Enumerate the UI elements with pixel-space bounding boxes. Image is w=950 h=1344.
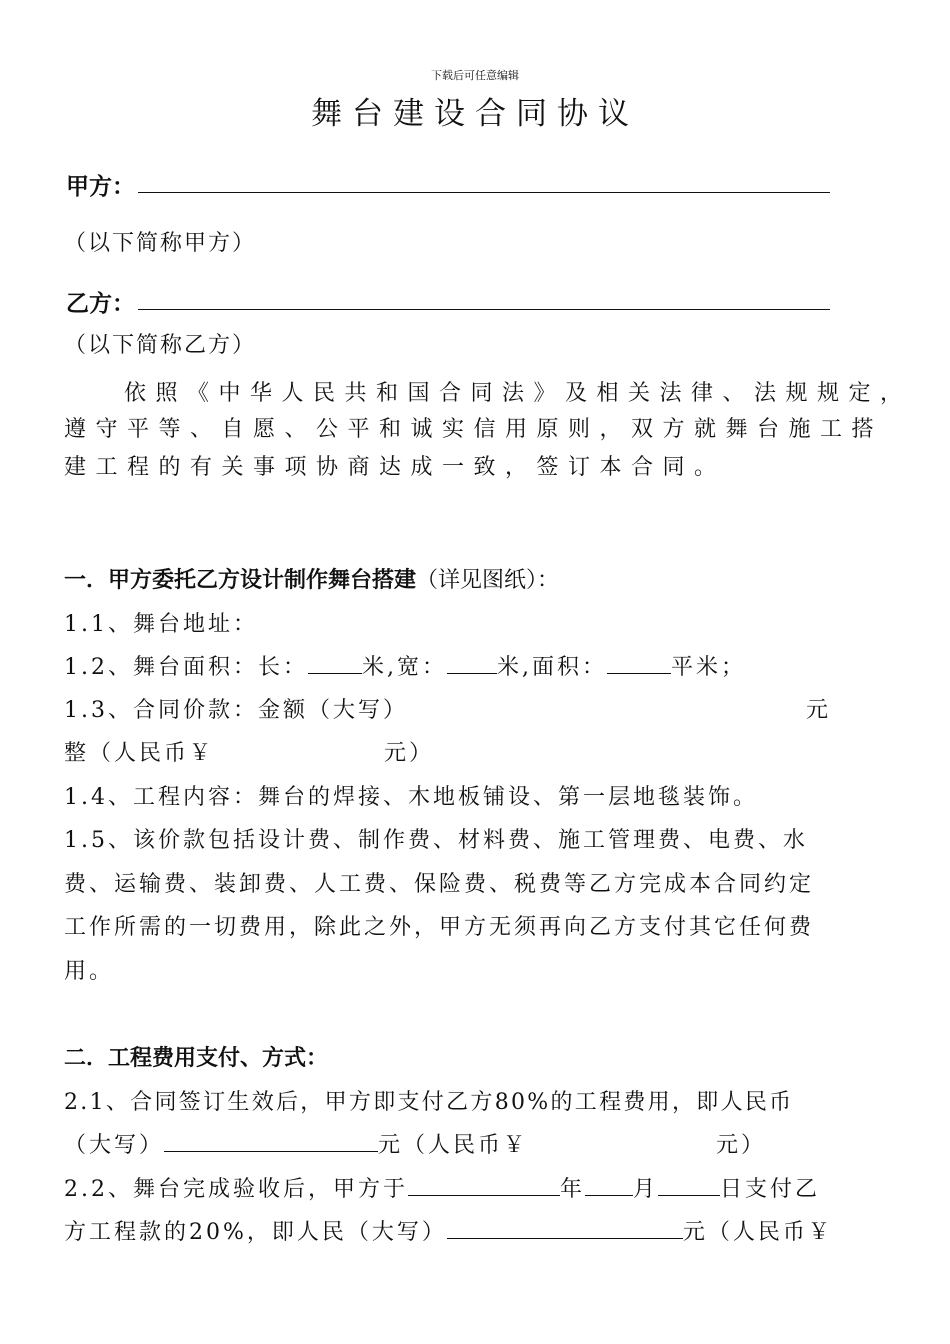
width-blank: [447, 653, 497, 674]
item-2-1-capital-label: （大写）: [64, 1133, 165, 1158]
party-b-fill-line: [138, 309, 830, 310]
item-1-2: [64, 650, 746, 681]
item-2-2-rmb-label: 元（人民币￥: [682, 1220, 833, 1245]
page-title: 舞台建设合同协议: [311, 96, 639, 132]
item-2-1-rmb-label: 元（人民币￥: [378, 1133, 529, 1158]
party-a-label: 甲方：: [66, 174, 135, 200]
item-1-5-line-2: 费、运输费、装卸费、人工费、保险费、税费等乙方完成本合同约定: [64, 872, 815, 897]
item-1-3-line-2-end: 元）: [384, 741, 435, 766]
day-label: 日支付乙: [720, 1177, 821, 1202]
amount-capital-blank-2: [447, 1218, 683, 1239]
item-1-3-yuan: 元: [806, 698, 829, 723]
header-note: 下载后可任意编辑: [431, 69, 519, 82]
item-2-1-line-2: [64, 1128, 528, 1159]
section-2-heading: 二．工程费用支付、方式：: [64, 1046, 329, 1071]
section-1-heading-note: （详见图纸）：: [416, 568, 560, 593]
party-b-note: （以下简称乙方）: [64, 333, 257, 358]
item-1-2-length-label: 1.2、舞台面积：长：: [64, 655, 308, 680]
item-1-5-line-4: 用。: [64, 959, 115, 984]
item-1-2-unit: 平米；: [671, 655, 747, 680]
party-a-fill-line: [138, 192, 830, 193]
item-1-5-line-3: 工作所需的一切费用，除此之外，甲方无须再向乙方支付其它任何费: [64, 915, 815, 940]
item-1-2-area-label: 米,面积：: [497, 655, 607, 680]
item-1-4: 1.4、工程内容：舞台的焊接、木地板铺设、第一层地毯装饰。: [64, 785, 758, 810]
item-2-1-end: 元）: [716, 1133, 767, 1158]
item-1-2-width-label: 米,宽：: [362, 655, 447, 680]
item-1-3-line-1: 1.3、合同价款：金额（大写）: [64, 698, 408, 723]
party-b-label: 乙方：: [66, 291, 135, 317]
intro-line-3: 建工程的有关事项协商达成一致，签订本合同。: [64, 455, 726, 480]
area-blank: [607, 653, 671, 674]
month-blank: [585, 1175, 633, 1196]
item-2-2-line-2: [64, 1215, 833, 1246]
party-a-note: （以下简称甲方）: [64, 231, 257, 256]
item-2-1-line-1: 2.1、合同签订生效后，甲方即支付乙方80%的工程费用，即人民币: [64, 1090, 794, 1115]
section-1-heading: [64, 563, 559, 594]
item-2-2-line-1: [64, 1172, 820, 1203]
item-1-1: 1.1、舞台地址：: [64, 612, 258, 637]
item-1-3-line-2: 整（人民币￥: [64, 741, 215, 766]
month-label: 月: [633, 1177, 659, 1202]
year-blank: [408, 1175, 560, 1196]
intro-line-1: 依照《中华人民共和国合同法》及相关法律、法规规定，: [124, 381, 912, 406]
length-blank: [308, 653, 362, 674]
year-label: 年: [560, 1177, 586, 1202]
intro-line-2: 遵守平等、自愿、公平和诚实信用原则，双方就舞台施工搭: [64, 417, 884, 442]
section-1-heading-bold: 一．甲方委托乙方设计制作舞台搭建: [64, 568, 417, 593]
item-2-2-capital-label: 方工程款的20%，即人民（大写）: [64, 1220, 447, 1245]
amount-capital-blank: [164, 1131, 378, 1152]
day-blank: [658, 1175, 720, 1196]
item-2-2-text: 2.2、舞台完成验收后，甲方于: [64, 1177, 408, 1202]
item-1-5-line-1: 1.5、该价款包括设计费、制作费、材料费、施工管理费、电费、水: [64, 828, 808, 853]
